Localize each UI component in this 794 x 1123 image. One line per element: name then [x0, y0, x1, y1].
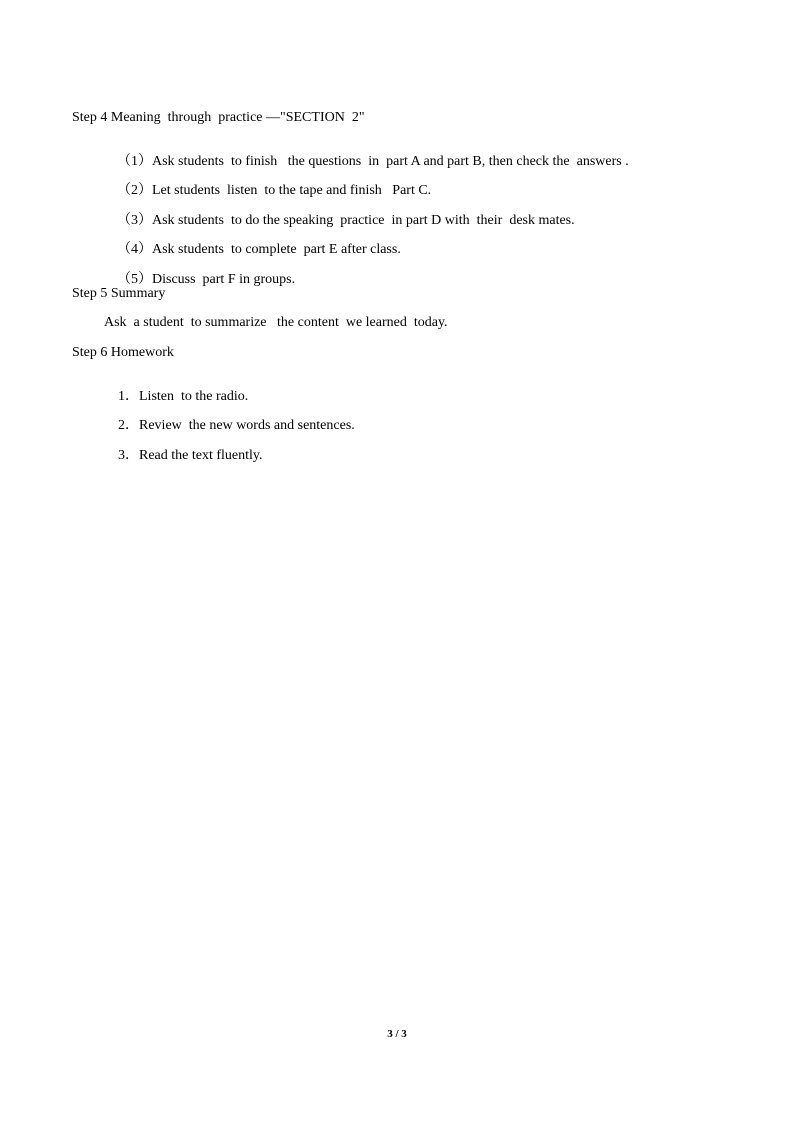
item-number: （5） [117, 272, 152, 287]
item-text: Review the new words and sentences. [139, 418, 355, 433]
step4-heading: Step 4 Meaning through practice —"SECTION 2" [72, 110, 365, 125]
item-number: 1． [118, 389, 139, 404]
item-text: Let students listen to the tape and finish Part C. [152, 183, 432, 198]
item-text: Ask students to complete part E after class. [152, 242, 401, 257]
item-number: （2） [117, 183, 152, 198]
item-number: （3） [117, 213, 152, 228]
item-text: Ask students to do the speaking practice in part D with their desk mates. [152, 213, 575, 228]
item-number: （4） [117, 242, 152, 257]
step6-heading: Step 6 Homework [72, 345, 174, 360]
item-text: Discuss part F in groups. [152, 272, 296, 287]
page-number: 3 / 3 [387, 1028, 407, 1040]
item-text: Listen to the radio. [139, 389, 249, 404]
step5-heading: Step 5 Summary [72, 286, 166, 301]
step6-item-3 [104, 432, 263, 480]
step5-body: Ask a student to summarize the content we learned today. [104, 315, 448, 330]
item-number: 3． [118, 448, 139, 463]
item-number: （1） [117, 154, 152, 169]
item-text: Read the text fluently. [139, 448, 263, 463]
item-number: 2． [118, 418, 139, 433]
item-text: Ask students to finish the questions in part A and part B, then check the answers . [152, 154, 629, 169]
